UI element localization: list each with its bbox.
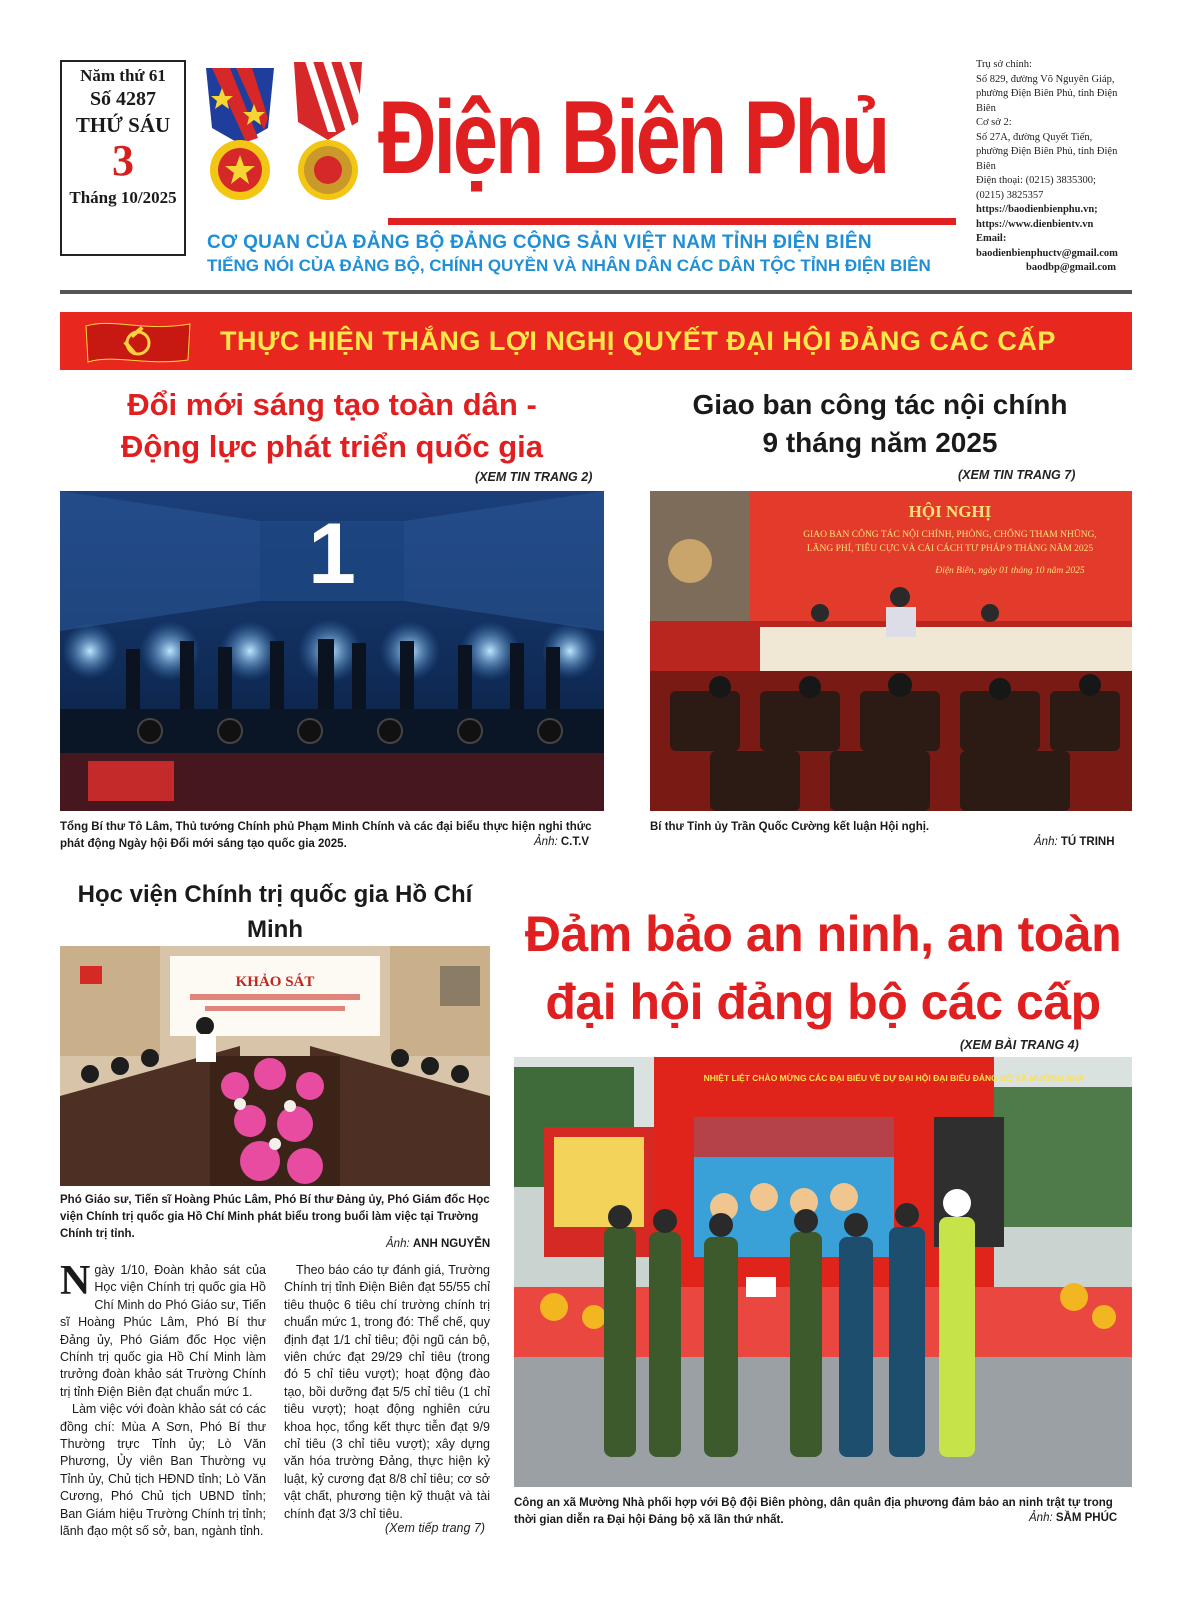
- credit-name: C.T.V: [560, 836, 589, 848]
- headline-line: Giao ban công tác nội chính: [692, 389, 1068, 420]
- article-paragraph: [60, 1258, 266, 1401]
- photo-conference: [650, 491, 1132, 811]
- medals-emblem-icon: [202, 58, 372, 208]
- headline-line: Động lực phát triển quốc gia: [120, 429, 543, 464]
- banner-text: THỰC HIỆN THẮNG LỢI NGHỊ QUYẾT ĐẠI HỘI ĐẢNG CÁC CẤP: [220, 326, 1056, 356]
- continued-reference[interactable]: (Xem tiếp trang 7): [385, 1521, 486, 1535]
- photo-credit: [1034, 836, 1115, 848]
- photo-survey-title: KHẢO SÁT: [235, 974, 315, 990]
- masthead-title: Điện Biên Phủ: [378, 80, 888, 196]
- headline-internal-affairs[interactable]: [690, 386, 1070, 462]
- photo-innovation-ceremony: [60, 491, 604, 811]
- article-paragraph: Theo báo cáo tự đánh giá, Trường Chính trị tỉnh Điện Biên đạt 55/55 chỉ tiêu thuộc 6 tiêu chí trường chính trị chuẩn mức 1, trong đó: Thể chế, quy định đạt 1/1 chỉ tiêu; đội ngũ cán bộ, viên chức đạt 29/29 chỉ tiêu (trong đó 5 chỉ tiêu vượt); hoạt động đào tạo, bồi dưỡng đạt 5/5 chỉ tiêu (1 chỉ tiêu vượt); hoạt động nghiên cứu khoa học, tổng kết thực tiễn đạt 9/9 chỉ tiêu (3 chỉ tiêu vượt); xây dựng văn hóa trường Đảng, thực hiện kỷ luật, kỷ cương đạt 8/8 chỉ tiêu; cơ sở vật chất, phương tiện kỹ thuật và tài chính đạt 3/3 chỉ tiêu.: [284, 1263, 490, 1521]
- headline-security[interactable]: [514, 900, 1132, 1036]
- hammer-sickle-flag-icon: [84, 318, 194, 366]
- contact-email[interactable]: Email: baodienbienphuctv@gmail.com: [976, 233, 1118, 259]
- contact-line: Trụ sở chính:: [976, 59, 1032, 70]
- headline-line: Đảm bảo an ninh, an toàn: [524, 906, 1122, 962]
- drop-cap: N: [60, 1258, 91, 1304]
- photo-caption: Tổng Bí thư Tô Lâm, Thủ tướng Chính phủ Phạm Minh Chính và các đại biểu thực hiện nghi thức phát động Ngày hội Đổi mới sáng tạo quốc gia 2025.: [60, 821, 592, 850]
- photo-number: 1: [308, 506, 356, 602]
- credit-label: Ảnh:: [534, 836, 558, 848]
- credit-name: ANH NGUYỄN: [412, 1238, 491, 1250]
- issue-number: Số 4287: [89, 88, 157, 110]
- article-paragraph: Làm việc với đoàn khảo sát có các đồng chí: Mùa A Sơn, Phó Bí thư Thường trực Tỉnh ủy; Lò Văn Phương, Ủy viên Ban Thường vụ Tỉnh ủy, Chủ tịch HĐND tỉnh; Lò Văn Cương, Phó Chủ tịch UBND tỉnh; Ban Giám hiệu Trường Chính trị tỉnh; lãnh đạo một số sở, ban, ngành tỉnh.: [60, 1402, 266, 1539]
- page-reference[interactable]: (XEM BÀI TRANG 4): [960, 1038, 1079, 1052]
- credit-label: Ảnh:: [1034, 836, 1058, 848]
- contact-link[interactable]: https://baodienbienphu.vn;: [976, 204, 1098, 215]
- photo-credit: [1029, 1512, 1117, 1524]
- party-banner: [60, 312, 1132, 370]
- issue-weekday: THỨ SÁU: [75, 113, 171, 137]
- photo-conference-date: Điện Biên, ngày 01 tháng 10 năm 2025: [935, 566, 1085, 576]
- contact-email[interactable]: baodbp@gmail.com: [1026, 262, 1116, 273]
- photo-caption: Công an xã Mường Nhà phối hợp với Bộ đội Biên phòng, dân quân địa phương đảm bảo an ninh trật tự trong thời gian diễn ra Đại hội Đảng bộ xã lần thứ nhất.: [514, 1497, 1113, 1526]
- issue-month: Tháng 10/2025: [69, 188, 177, 207]
- photo-conference-sub: LÃNG PHÍ, TIÊU CỰC VÀ CẢI CÁCH TƯ PHÁP 9 THÁNG NĂM 2025: [806, 544, 1094, 554]
- top-divider: [60, 290, 1132, 294]
- contact-line: Số 27A, đường Quyết Tiến,: [976, 131, 1093, 143]
- headline-line: Học viện Chính trị quốc gia Hồ Chí Minh: [77, 881, 473, 943]
- issue-day: 3: [112, 136, 134, 185]
- credit-name: SẦM PHÚC: [1055, 1512, 1118, 1524]
- contact-line: (0215) 3825357: [976, 189, 1044, 201]
- contact-line: Cơ sở 2:: [976, 117, 1012, 128]
- headline-innovation[interactable]: [60, 384, 604, 468]
- photo-caption: Phó Giáo sư, Tiến sĩ Hoàng Phúc Lâm, Phó Bí thư Đảng ủy, Phó Giám đốc Học viện Chính trị quốc gia Hồ Chí Minh phát biểu trong buổi làm việc tại Trường Chính trị tỉnh.: [60, 1194, 490, 1240]
- paragraph-text: gày 1/10, Đoàn khảo sát của Học viện Chính trị quốc gia Hồ Chí Minh do Phó Giáo sư, Tiến sĩ Hoàng Phúc Lâm, Phó Bí thư Đảng ủy, Phó Giám đốc Học viện Chính trị quốc gia Hồ Chí Minh làm trưởng đoàn khảo sát Trường Chính trị tỉnh Điện Biên đạt chuẩn mức 1.: [60, 1263, 266, 1399]
- contact-line: phường Điện Biên Phủ, tỉnh Điện Biên: [976, 146, 1118, 172]
- headline-line: Đổi mới sáng tạo toàn dân -: [127, 387, 537, 422]
- photo-caption: Bí thư Tỉnh ủy Trần Quốc Cường kết luận Hội nghị.: [650, 821, 930, 833]
- headline-line: đại hội đảng bộ các cấp: [545, 974, 1101, 1030]
- photo-conference-sub: GIAO BAN CÔNG TÁC NỘI CHÍNH, PHÒNG, CHỐNG THAM NHŨNG,: [803, 530, 1097, 540]
- photo-welcome-banner: NHIỆT LIỆT CHÀO MỪNG CÁC ĐẠI BIỂU VỀ DỰ ĐẠI HỘI ĐẠI BIỂU ĐẢNG BỘ XÃ MƯỜNG NHÀ: [703, 1073, 1085, 1083]
- photo-survey-meeting: [60, 946, 490, 1186]
- credit-name: TÚ TRINH: [1060, 836, 1115, 848]
- photo-credit: [386, 1238, 490, 1250]
- credit-label: Ảnh:: [386, 1238, 410, 1250]
- credit-label: Ảnh:: [1029, 1512, 1053, 1524]
- headline-line: 9 tháng năm 2025: [762, 427, 998, 458]
- issue-year: Năm thứ 61: [80, 66, 166, 85]
- photo-credit: [534, 836, 589, 848]
- contact-info: [976, 58, 1132, 276]
- page-reference[interactable]: (XEM TIN TRANG 7): [958, 468, 1076, 482]
- article-column-1: [60, 1258, 266, 1541]
- photo-security-patrol: [514, 1057, 1132, 1487]
- article-column-2: [284, 1262, 490, 1523]
- photo-conference-title: HỘI NGHỊ: [908, 502, 992, 521]
- masthead-subtitle-2: TIẾNG NÓI CỦA ĐẢNG BỘ, CHÍNH QUYỀN VÀ NHÂN DÂN CÁC DÂN TỘC TỈNH ĐIỆN BIÊN: [207, 256, 931, 275]
- page-reference[interactable]: (XEM TIN TRANG 2): [475, 470, 593, 484]
- masthead-subtitle-1: CƠ QUAN CỦA ĐẢNG BỘ ĐẢNG CỘNG SẢN VIỆT NAM TỈNH ĐIỆN BIÊN: [207, 232, 872, 253]
- contact-line: Số 829, đường Võ Nguyên Giáp,: [976, 73, 1115, 85]
- masthead-rule: [388, 218, 956, 225]
- contact-link[interactable]: https://www.dienbientv.vn: [976, 218, 1094, 230]
- contact-line: phường Điện Biên Phủ, tỉnh Điện Biên: [976, 88, 1118, 114]
- issue-info-box: [60, 60, 186, 256]
- contact-line: Điện thoại: (0215) 3835300;: [976, 175, 1096, 186]
